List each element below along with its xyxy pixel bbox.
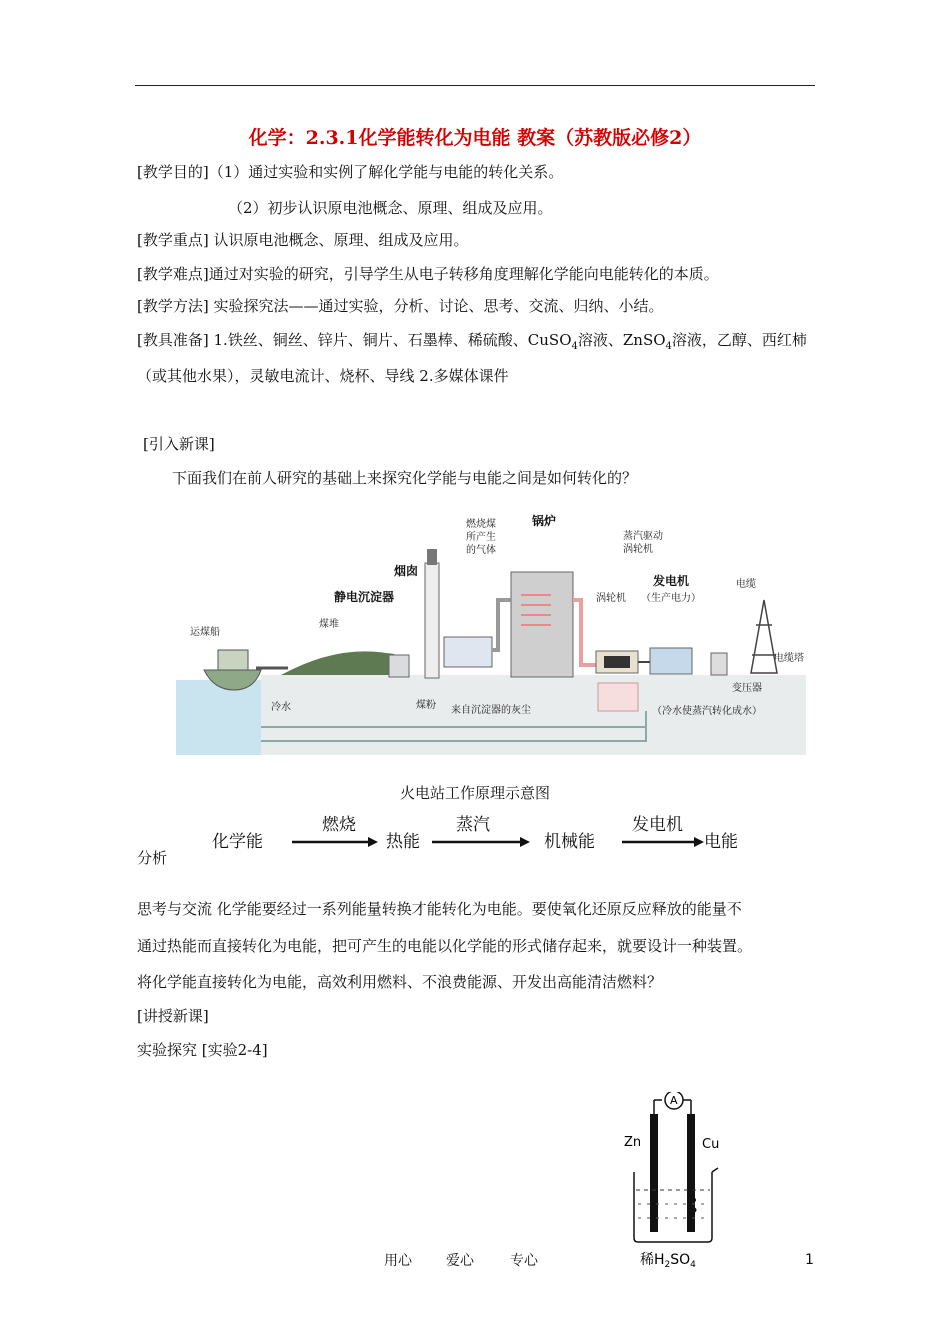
label-transformer: 变压器 [732,683,762,694]
flow-node-heat: 热能 [386,832,420,852]
label-steam-1: 蒸汽驱动 [623,531,663,542]
flow-node-chemical: 化学能 [212,832,263,852]
cu-electrode [687,1114,695,1232]
key-point: [教学重点] 认识原电池概念、原理、组成及应用。 [137,231,469,249]
experiment-label: 实验探究 [实验2-4] [137,1041,268,1059]
diagram-caption: 火电站工作原理示意图 [399,784,550,802]
label-burn-1: 燃烧煤 [466,519,496,530]
lecture-header: [讲授新课] [137,1007,209,1025]
flow-label-burn: 燃烧 [322,815,356,835]
flow-arrowhead-3 [694,837,704,847]
flow-label-generator: 发电机 [632,815,683,835]
gas-bubble [692,1208,697,1213]
solution-sub-4: 4 [690,1260,696,1270]
solution-sub-2: 2 [664,1260,671,1270]
gas-bubble [692,1198,696,1202]
label-cable-tower: 电缆塔 [774,653,804,664]
zn-electrode [650,1114,658,1232]
label-precipitator: 静电沉淀器 [334,590,395,604]
label-cable: 电缆 [736,579,756,590]
header-rule [135,85,815,86]
flow-node-electric: 电能 [704,832,738,852]
footer-word-1: 用心 [384,1253,412,1269]
zn-label: Zn [624,1135,642,1150]
label-generator: 发电机 [653,574,690,588]
subscript-4: 4 [571,341,578,352]
label-turbine: 涡轮机 [596,593,626,604]
energy-flow [200,812,760,862]
difficulty: [教学难点]通过对实验的研究，引导学生从电子转移角度理解化学能向电能转化的本质。 [137,265,719,283]
transformer [711,653,727,675]
label-ash: 来自沉淀器的灰尘 [451,705,531,716]
label-cold-water: 冷水 [271,702,291,713]
ship-cabin [218,650,248,670]
generator [650,648,692,674]
footer-word-2: 爱心 [446,1253,474,1269]
beaker-spout [712,1168,718,1172]
analysis-label: 分析 [137,849,168,867]
label-burn-2: 所产生 [466,532,496,543]
flow-arrowhead-2 [520,837,530,847]
think-line-3: 将化学能直接转化为电能，高效利用燃料、不浪费能源、开发出高能清洁燃料？ [137,973,663,991]
label-chimney: 烟囱 [394,564,419,578]
condenser [598,683,638,711]
flow-node-mechanical: 机械能 [544,832,595,852]
subscript-4: 4 [665,341,672,352]
footer-word-3: 专心 [510,1253,538,1269]
water [176,680,261,755]
label-burn-3: 的气体 [466,545,496,556]
flow-label-steam: 蒸汽 [456,815,490,835]
solution-mid: SO [670,1252,691,1268]
precipitator [444,637,492,667]
label-steam-2: 涡轮机 [623,544,653,555]
materials-c: 溶液，乙醇、西红柿 [671,331,807,349]
chimney-top [427,549,437,565]
turbine-core [604,656,630,668]
label-ship: 运煤船 [190,627,220,638]
materials-line-1 [137,330,807,357]
teaching-method: [教学方法] 实验探究法——通过实验，分析、讨论、思考、交流、归纳、小结。 [137,297,664,315]
chimney [425,563,439,678]
galvanic-cell-diagram [620,1092,740,1272]
flow-arrowhead-1 [368,837,378,847]
intro-text: 下面我们在前人研究的基础上来探究化学能与电能之间是如何转化的？ [172,469,638,487]
solution-label [640,1252,696,1270]
page-number: 1 [805,1252,814,1268]
materials-b: 溶液、ZnSO [577,331,666,349]
objective-1: [教学目的]（1）通过实验和实例了解化学能与电能的转化关系。 [137,163,564,181]
coal-house [389,655,409,677]
objective-2: （2）初步认识原电池概念、原理、组成及应用。 [228,199,553,217]
label-generator-sub: （生产电力） [641,593,701,604]
solution-prefix: 稀H [640,1252,665,1268]
cu-label: Cu [702,1137,720,1152]
intro-header: [引入新课] [143,435,215,453]
label-coal-pile: 煤堆 [319,619,339,630]
doc-title: 化学：2.3.1化学能转化为电能 教案（苏教版必修2） [248,127,702,149]
label-coal-powder: 煤粉 [416,700,436,711]
ammeter-label: A [670,1094,678,1107]
materials-a: [教具准备] 1.铁丝、铜丝、锌片、铜片、石墨棒、稀硫酸、CuSO [137,331,572,349]
beaker [634,1172,712,1242]
think-line-2: 通过热能而直接转化为电能，把可产生的电能以化学能的形式储存起来，就要设计一种装置。 [137,937,753,955]
materials-line-2: （或其他水果），灵敏电流计、烧杯、导线 2.多媒体课件 [137,367,509,385]
label-condense: （冷水使蒸汽转化成水） [652,706,762,717]
label-boiler: 锅炉 [532,514,557,528]
think-line-1: 思考与交流 化学能要经过一系列能量转换才能转化为电能。要使氧化还原反应释放的能量不 [137,900,742,918]
power-plant-diagram [176,505,806,755]
